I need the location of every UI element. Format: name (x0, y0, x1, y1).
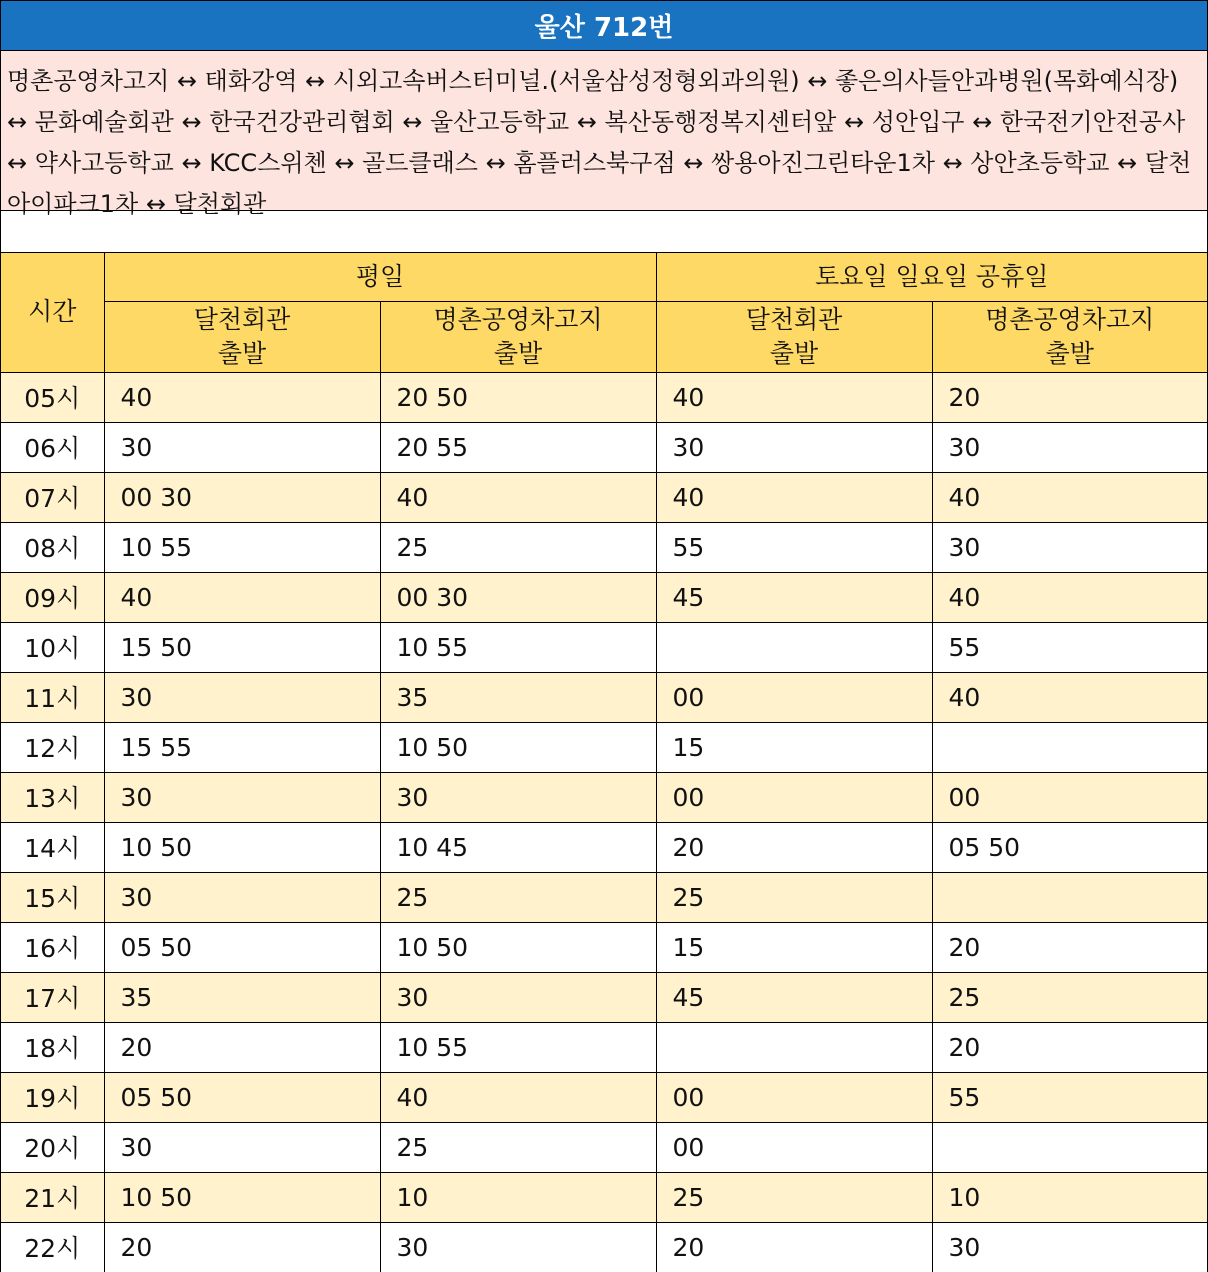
table-row (1, 972, 1207, 1022)
table-row (1, 672, 1207, 722)
hour-cell: 09시 (1, 572, 104, 622)
weekend-myeongchon-cell: 30 (932, 422, 1207, 472)
hour-cell: 20시 (1, 1122, 104, 1172)
weekend-dalcheon-cell: 20 (656, 1222, 932, 1272)
weekend-dalcheon-cell (656, 622, 932, 672)
weekday-dalcheon-cell: 05 50 (104, 922, 380, 972)
weekend-myeongchon-cell: 10 (932, 1172, 1207, 1222)
weekday-myeongchon-cell: 25 (380, 522, 656, 572)
page-title: 울산 712번 (1, 1, 1207, 51)
weekday-myeongchon-cell: 10 45 (380, 822, 656, 872)
header-weekend-dalcheon (656, 301, 932, 372)
weekend-myeongchon-cell (932, 1122, 1207, 1172)
weekday-dalcheon-cell: 15 55 (104, 722, 380, 772)
weekend-dalcheon-cell: 00 (656, 1072, 932, 1122)
table-row (1, 772, 1207, 822)
weekday-dalcheon-cell: 15 50 (104, 622, 380, 672)
weekend-myeongchon-cell: 00 (932, 772, 1207, 822)
hour-cell: 16시 (1, 922, 104, 972)
timetable (1, 253, 1207, 1272)
header-stop-name: 명촌공영차고지 (985, 304, 1155, 334)
header-weekday-myeongchon (380, 301, 656, 372)
table-row (1, 1222, 1207, 1272)
weekday-dalcheon-cell: 40 (104, 372, 380, 422)
table-row (1, 922, 1207, 972)
hour-cell: 08시 (1, 522, 104, 572)
header-departure: 출발 (1045, 338, 1094, 368)
table-row (1, 1022, 1207, 1072)
weekend-myeongchon-cell: 40 (932, 572, 1207, 622)
hour-cell: 13시 (1, 772, 104, 822)
hour-cell: 22시 (1, 1222, 104, 1272)
hour-cell: 14시 (1, 822, 104, 872)
weekend-myeongchon-cell: 20 (932, 922, 1207, 972)
weekday-myeongchon-cell: 10 50 (380, 922, 656, 972)
weekday-myeongchon-cell: 10 50 (380, 722, 656, 772)
weekday-myeongchon-cell: 00 30 (380, 572, 656, 622)
header-stop-name: 달천회관 (745, 304, 843, 334)
hour-cell: 05시 (1, 372, 104, 422)
weekday-myeongchon-cell: 40 (380, 472, 656, 522)
header-stop-name: 명촌공영차고지 (433, 304, 603, 334)
weekday-myeongchon-cell: 30 (380, 1222, 656, 1272)
table-row (1, 1072, 1207, 1122)
weekday-myeongchon-cell: 25 (380, 872, 656, 922)
weekend-dalcheon-cell: 45 (656, 972, 932, 1022)
header-departure: 출발 (217, 338, 267, 368)
weekend-myeongchon-cell: 20 (932, 1022, 1207, 1072)
weekend-dalcheon-cell: 00 (656, 672, 932, 722)
table-row (1, 1172, 1207, 1222)
hour-cell: 07시 (1, 472, 104, 522)
weekend-dalcheon-cell: 20 (656, 822, 932, 872)
weekend-dalcheon-cell: 40 (656, 372, 932, 422)
weekday-myeongchon-cell: 40 (380, 1072, 656, 1122)
weekday-dalcheon-cell: 30 (104, 672, 380, 722)
hour-cell: 15시 (1, 872, 104, 922)
header-weekday-dalcheon (104, 301, 380, 372)
table-row (1, 722, 1207, 772)
weekend-myeongchon-cell: 40 (932, 672, 1207, 722)
weekday-dalcheon-cell: 30 (104, 872, 380, 922)
hour-cell: 10시 (1, 622, 104, 672)
table-row (1, 522, 1207, 572)
weekend-myeongchon-cell: 55 (932, 622, 1207, 672)
weekend-myeongchon-cell: 40 (932, 472, 1207, 522)
table-row (1, 1122, 1207, 1172)
weekday-myeongchon-cell: 20 50 (380, 372, 656, 422)
header-row-days (1, 253, 1207, 301)
weekday-dalcheon-cell: 05 50 (104, 1072, 380, 1122)
weekday-dalcheon-cell: 30 (104, 772, 380, 822)
header-weekend: 토요일 일요일 공휴일 (656, 253, 1207, 301)
weekend-dalcheon-cell: 25 (656, 872, 932, 922)
weekend-dalcheon-cell: 55 (656, 522, 932, 572)
route-description: 명촌공영차고지 ↔ 태화강역 ↔ 시외고속버스터미널.(서울삼성정형외과의원) ↔ 좋은의사들안과병원(목화예식장) ↔ 문화예술회관 ↔ 한국건강관리협회 ↔ 울산고등학교 ↔ 복산동행정복지센터앞 ↔ 성안입구 ↔ 한국전기안전공사 ↔ 약사고등학교 ↔ KCC스위첸 ↔ 골드클래스 ↔ 홈플러스북구점 ↔ 쌍용아진그린타운1차 ↔ 상안초등학교 ↔ 달천아이파크1차 ↔ 달천회관 (1, 51, 1207, 211)
hour-cell: 19시 (1, 1072, 104, 1122)
header-row-stops (1, 301, 1207, 372)
weekend-dalcheon-cell: 30 (656, 422, 932, 472)
hour-cell: 21시 (1, 1172, 104, 1222)
weekday-myeongchon-cell: 30 (380, 972, 656, 1022)
weekend-dalcheon-cell: 00 (656, 1122, 932, 1172)
weekday-myeongchon-cell: 10 55 (380, 622, 656, 672)
weekday-myeongchon-cell: 10 (380, 1172, 656, 1222)
weekend-myeongchon-cell: 20 (932, 372, 1207, 422)
weekday-myeongchon-cell: 20 55 (380, 422, 656, 472)
weekend-myeongchon-cell: 55 (932, 1072, 1207, 1122)
weekday-dalcheon-cell: 30 (104, 1122, 380, 1172)
hour-cell: 17시 (1, 972, 104, 1022)
weekday-myeongchon-cell: 10 55 (380, 1022, 656, 1072)
weekday-dalcheon-cell: 00 30 (104, 472, 380, 522)
table-row (1, 572, 1207, 622)
header-stop-name: 달천회관 (193, 304, 291, 334)
weekday-dalcheon-cell: 20 (104, 1222, 380, 1272)
header-weekday: 평일 (104, 253, 656, 301)
weekend-dalcheon-cell: 45 (656, 572, 932, 622)
weekday-dalcheon-cell: 35 (104, 972, 380, 1022)
weekend-myeongchon-cell: 30 (932, 1222, 1207, 1272)
weekend-dalcheon-cell: 00 (656, 772, 932, 822)
weekend-myeongchon-cell (932, 872, 1207, 922)
weekday-dalcheon-cell: 30 (104, 422, 380, 472)
weekend-dalcheon-cell (656, 1022, 932, 1072)
table-row (1, 372, 1207, 422)
weekend-dalcheon-cell: 15 (656, 922, 932, 972)
weekend-dalcheon-cell: 40 (656, 472, 932, 522)
weekday-myeongchon-cell: 25 (380, 1122, 656, 1172)
header-time: 시간 (1, 253, 104, 372)
weekday-myeongchon-cell: 35 (380, 672, 656, 722)
weekend-myeongchon-cell (932, 722, 1207, 772)
weekend-dalcheon-cell: 25 (656, 1172, 932, 1222)
table-row (1, 422, 1207, 472)
weekend-myeongchon-cell: 05 50 (932, 822, 1207, 872)
hour-cell: 18시 (1, 1022, 104, 1072)
hour-cell: 11시 (1, 672, 104, 722)
weekend-dalcheon-cell: 15 (656, 722, 932, 772)
weekday-myeongchon-cell: 30 (380, 772, 656, 822)
weekday-dalcheon-cell: 40 (104, 572, 380, 622)
weekday-dalcheon-cell: 10 50 (104, 822, 380, 872)
table-row (1, 472, 1207, 522)
hour-cell: 06시 (1, 422, 104, 472)
table-row (1, 822, 1207, 872)
weekend-myeongchon-cell: 30 (932, 522, 1207, 572)
table-row (1, 872, 1207, 922)
weekday-dalcheon-cell: 10 55 (104, 522, 380, 572)
header-weekend-myeongchon (932, 301, 1207, 372)
weekday-dalcheon-cell: 10 50 (104, 1172, 380, 1222)
header-departure: 출발 (493, 338, 543, 368)
hour-cell: 12시 (1, 722, 104, 772)
header-departure: 출발 (769, 338, 819, 368)
table-row (1, 622, 1207, 672)
weekday-dalcheon-cell: 20 (104, 1022, 380, 1072)
weekend-myeongchon-cell: 25 (932, 972, 1207, 1022)
